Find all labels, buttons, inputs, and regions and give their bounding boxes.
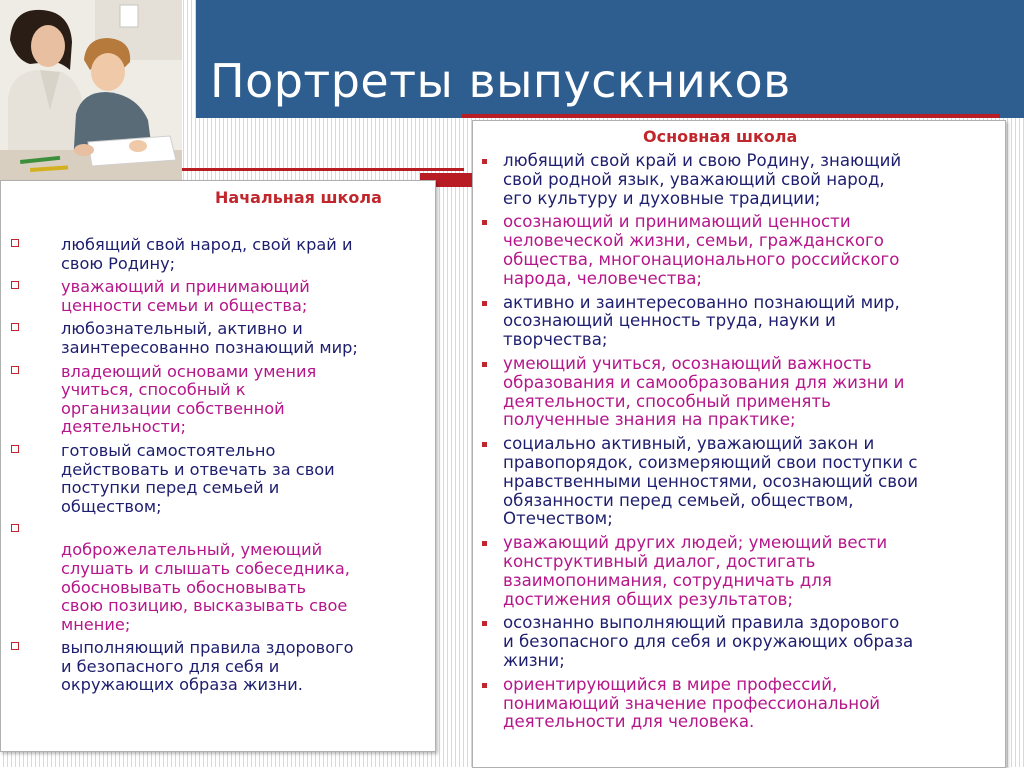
list-item: ориентирующийся в мире профессий, понимающий значение профессиональной деятельности для человека. (481, 676, 999, 732)
square-bullet-icon (11, 524, 19, 532)
square-bullet-icon (11, 323, 19, 331)
page-title: Портреты выпускников (210, 54, 791, 108)
accent-line-left (182, 168, 464, 171)
basic-school-list (481, 152, 999, 737)
square-bullet-icon (482, 159, 487, 164)
square-bullet-icon (482, 220, 487, 225)
accent-line-top (462, 114, 1000, 118)
square-bullet-icon (11, 366, 19, 374)
list-item: осознающий и принимающий ценности человеческой жизни, семьи, гражданского общества, многонационального российского народа, человечества; (481, 213, 999, 288)
primary-school-heading: Начальная школа (215, 188, 382, 207)
square-bullet-icon (482, 362, 487, 367)
teacher-student-photo (0, 0, 182, 180)
square-bullet-icon (482, 621, 487, 626)
square-bullet-icon (11, 642, 19, 650)
list-item: социально активный, уважающий закон и правопорядок, соизмеряющий свои поступки с нравственными ценностями, осознающий свои обязанности перед семьей, обществом, Отечеством; (481, 435, 999, 529)
primary-school-card (0, 180, 436, 752)
square-bullet-icon (482, 442, 487, 447)
list-item: владеющий основами умения учиться, способный к организации собственной деятельности; (11, 363, 427, 437)
square-bullet-icon (482, 301, 487, 306)
list-item: осознанно выполняющий правила здорового и безопасного для себя и окружающих образа жизни; (481, 614, 999, 670)
primary-school-list (11, 236, 427, 700)
list-item: активно и заинтересованно познающий мир, осознающий ценность труда, науки и творчества; (481, 294, 999, 350)
square-bullet-icon (11, 445, 19, 453)
list-item: любящий свой край и свою Родину, знающий свой родной язык, уважающий свой народ, его культуру и духовные традиции; (481, 152, 999, 208)
square-bullet-icon (11, 239, 19, 247)
square-bullet-icon (11, 281, 19, 289)
basic-school-heading: Основная школа (643, 127, 798, 146)
list-item: любящий свой народ, свой край и свою Родину; (11, 236, 427, 273)
list-item: уважающий и принимающий ценности семьи и общества; (11, 278, 427, 315)
list-item: любознательный, активно и заинтересованно познающий мир; (11, 320, 427, 357)
square-bullet-icon (482, 683, 487, 688)
basic-school-card (472, 120, 1006, 768)
list-item: готовый самостоятельно действовать и отвечать за свои поступки перед семьей и обществом; (11, 442, 427, 516)
list-item: доброжелательный, умеющий слушать и слышать собеседника, обосновывать обосновывать свою позицию, высказывать свое мнение; (11, 521, 427, 634)
square-bullet-icon (482, 541, 487, 546)
list-item: уважающий других людей; умеющий вести конструктивный диалог, достигать взаимопонимания, сотрудничать для достижения общих результатов; (481, 534, 999, 609)
list-item: умеющий учиться, осознающий важность образования и самообразования для жизни и деятельности, способный применять полученные знания на практике; (481, 355, 999, 430)
list-item: выполняющий правила здорового и безопасного для себя и окружающих образа жизни. (11, 639, 427, 695)
